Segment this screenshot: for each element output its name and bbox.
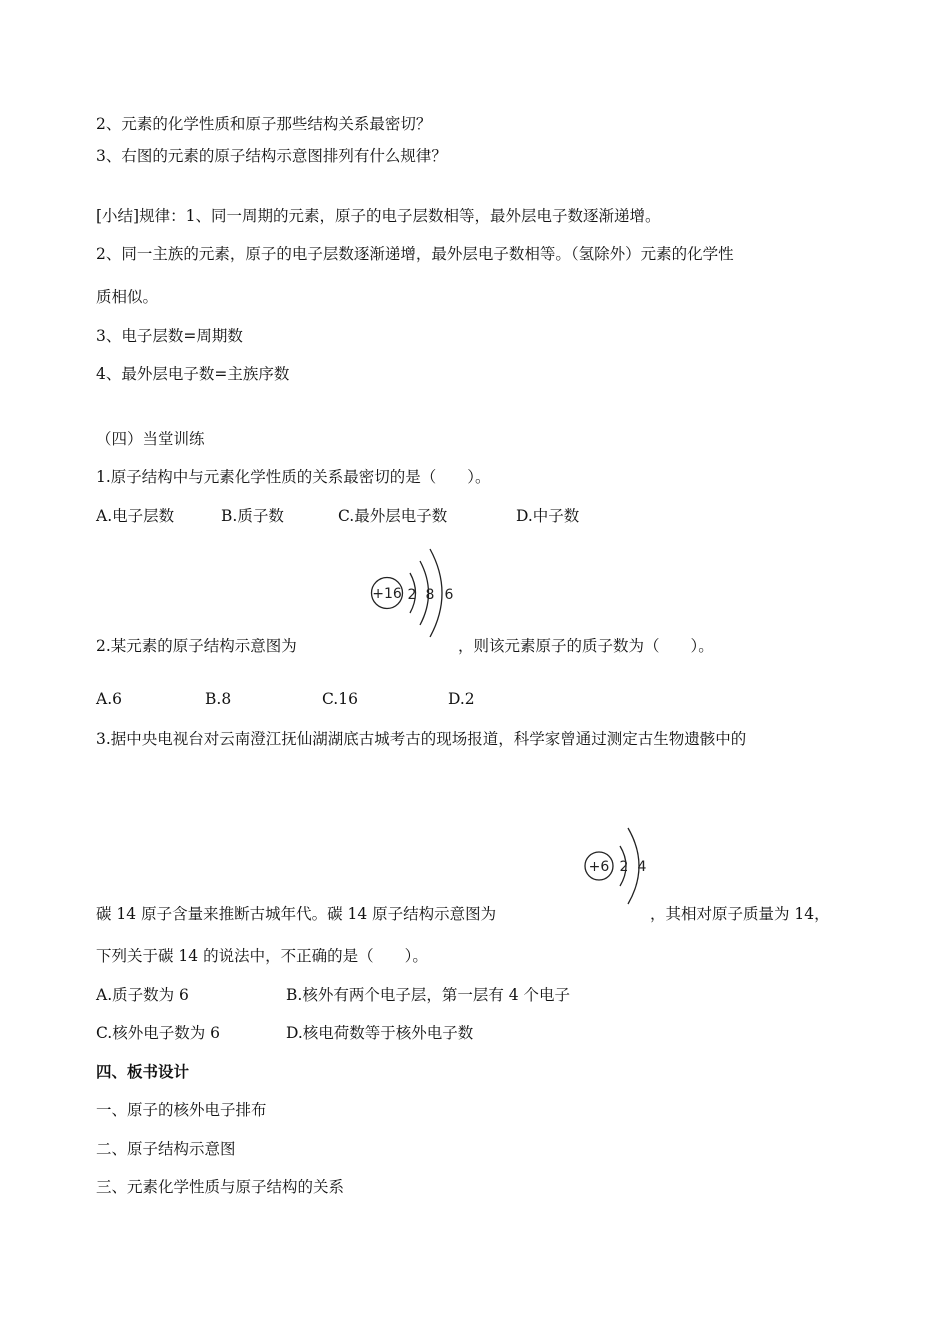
board-item-1: 一、原子的核外电子排布 [96,1101,267,1119]
shell-electron-count: 2 [619,859,629,875]
practice-q3-line-2-before: 碳 14 原子含量来推断古城年代。碳 14 原子结构示意图为 [96,905,497,923]
summary-line-4: 4、最外层电子数=主族序数 [96,365,290,383]
carbon-atom-diagram [582,822,657,914]
practice-q2-option-a: A.6 [96,690,122,708]
practice-q3-option-c: C.核外电子数为 6 [96,1024,221,1042]
practice-q2-option-d: D.2 [448,690,475,708]
nucleus-charge: +16 [372,586,402,602]
practice-q3-line-2-after: ，其相对原子质量为 14， [650,905,830,923]
sulfur-atom-diagram [368,543,463,647]
nucleus-charge: +6 [588,859,610,875]
practice-q2-option-b: B.8 [205,690,232,708]
question-arrangement-rule: 3、右图的元素的原子结构示意图排列有什么规律？ [96,147,447,165]
practice-q3-line-3: 下列关于碳 14 的说法中，不正确的是（ ）。 [96,947,428,965]
practice-q3-option-a: A.质子数为 6 [96,986,189,1004]
practice-heading: （四）当堂训练 [96,430,205,448]
practice-q1-text: 1.原子结构中与元素化学性质的关系最密切的是（ ）。 [96,468,491,486]
summary-line-1: [小结]规律：1、同一周期的元素，原子的电子层数相等，最外层电子数逐渐递增。 [96,207,661,225]
board-item-3: 三、元素化学性质与原子结构的关系 [96,1178,345,1196]
shell-electron-count: 6 [444,587,454,603]
board-heading: 四、板书设计 [96,1062,190,1081]
shell-electron-count: 2 [407,587,417,603]
summary-line-3: 3、电子层数=周期数 [96,327,243,345]
practice-q3-option-d: D.核电荷数等于核外电子数 [286,1024,474,1042]
practice-q2-text-before: 2.某元素的原子结构示意图为 [96,637,297,655]
practice-q3-line-1: 3.据中央电视台对云南澄江抚仙湖湖底古城考古的现场报道，科学家曾通过测定古生物遗骸中的 [96,730,747,748]
practice-q2-option-c: C.16 [322,690,358,708]
shell-electron-count: 8 [425,587,435,603]
practice-q1-option-d: D.中子数 [516,507,580,525]
summary-line-2-cont: 质相似。 [96,288,159,306]
practice-q1-option-b: B.质子数 [221,507,284,525]
practice-q2-text-after: ，则该元素原子的质子数为（ ）。 [458,637,714,655]
practice-q1-option-a: A.电子层数 [96,507,175,525]
question-chemical-property: 2、元素的化学性质和原子那些结构关系最密切？ [96,115,432,133]
board-item-2: 二、原子结构示意图 [96,1140,236,1158]
practice-q3-option-b: B.核外有两个电子层，第一层有 4 个电子 [286,986,571,1004]
shell-electron-count: 4 [637,859,647,875]
summary-line-2: 2、同一主族的元素，原子的电子层数逐渐递增，最外层电子数相等。（氢除外）元素的化学性 [96,245,734,263]
practice-q1-option-c: C.最外层电子数 [338,507,448,525]
